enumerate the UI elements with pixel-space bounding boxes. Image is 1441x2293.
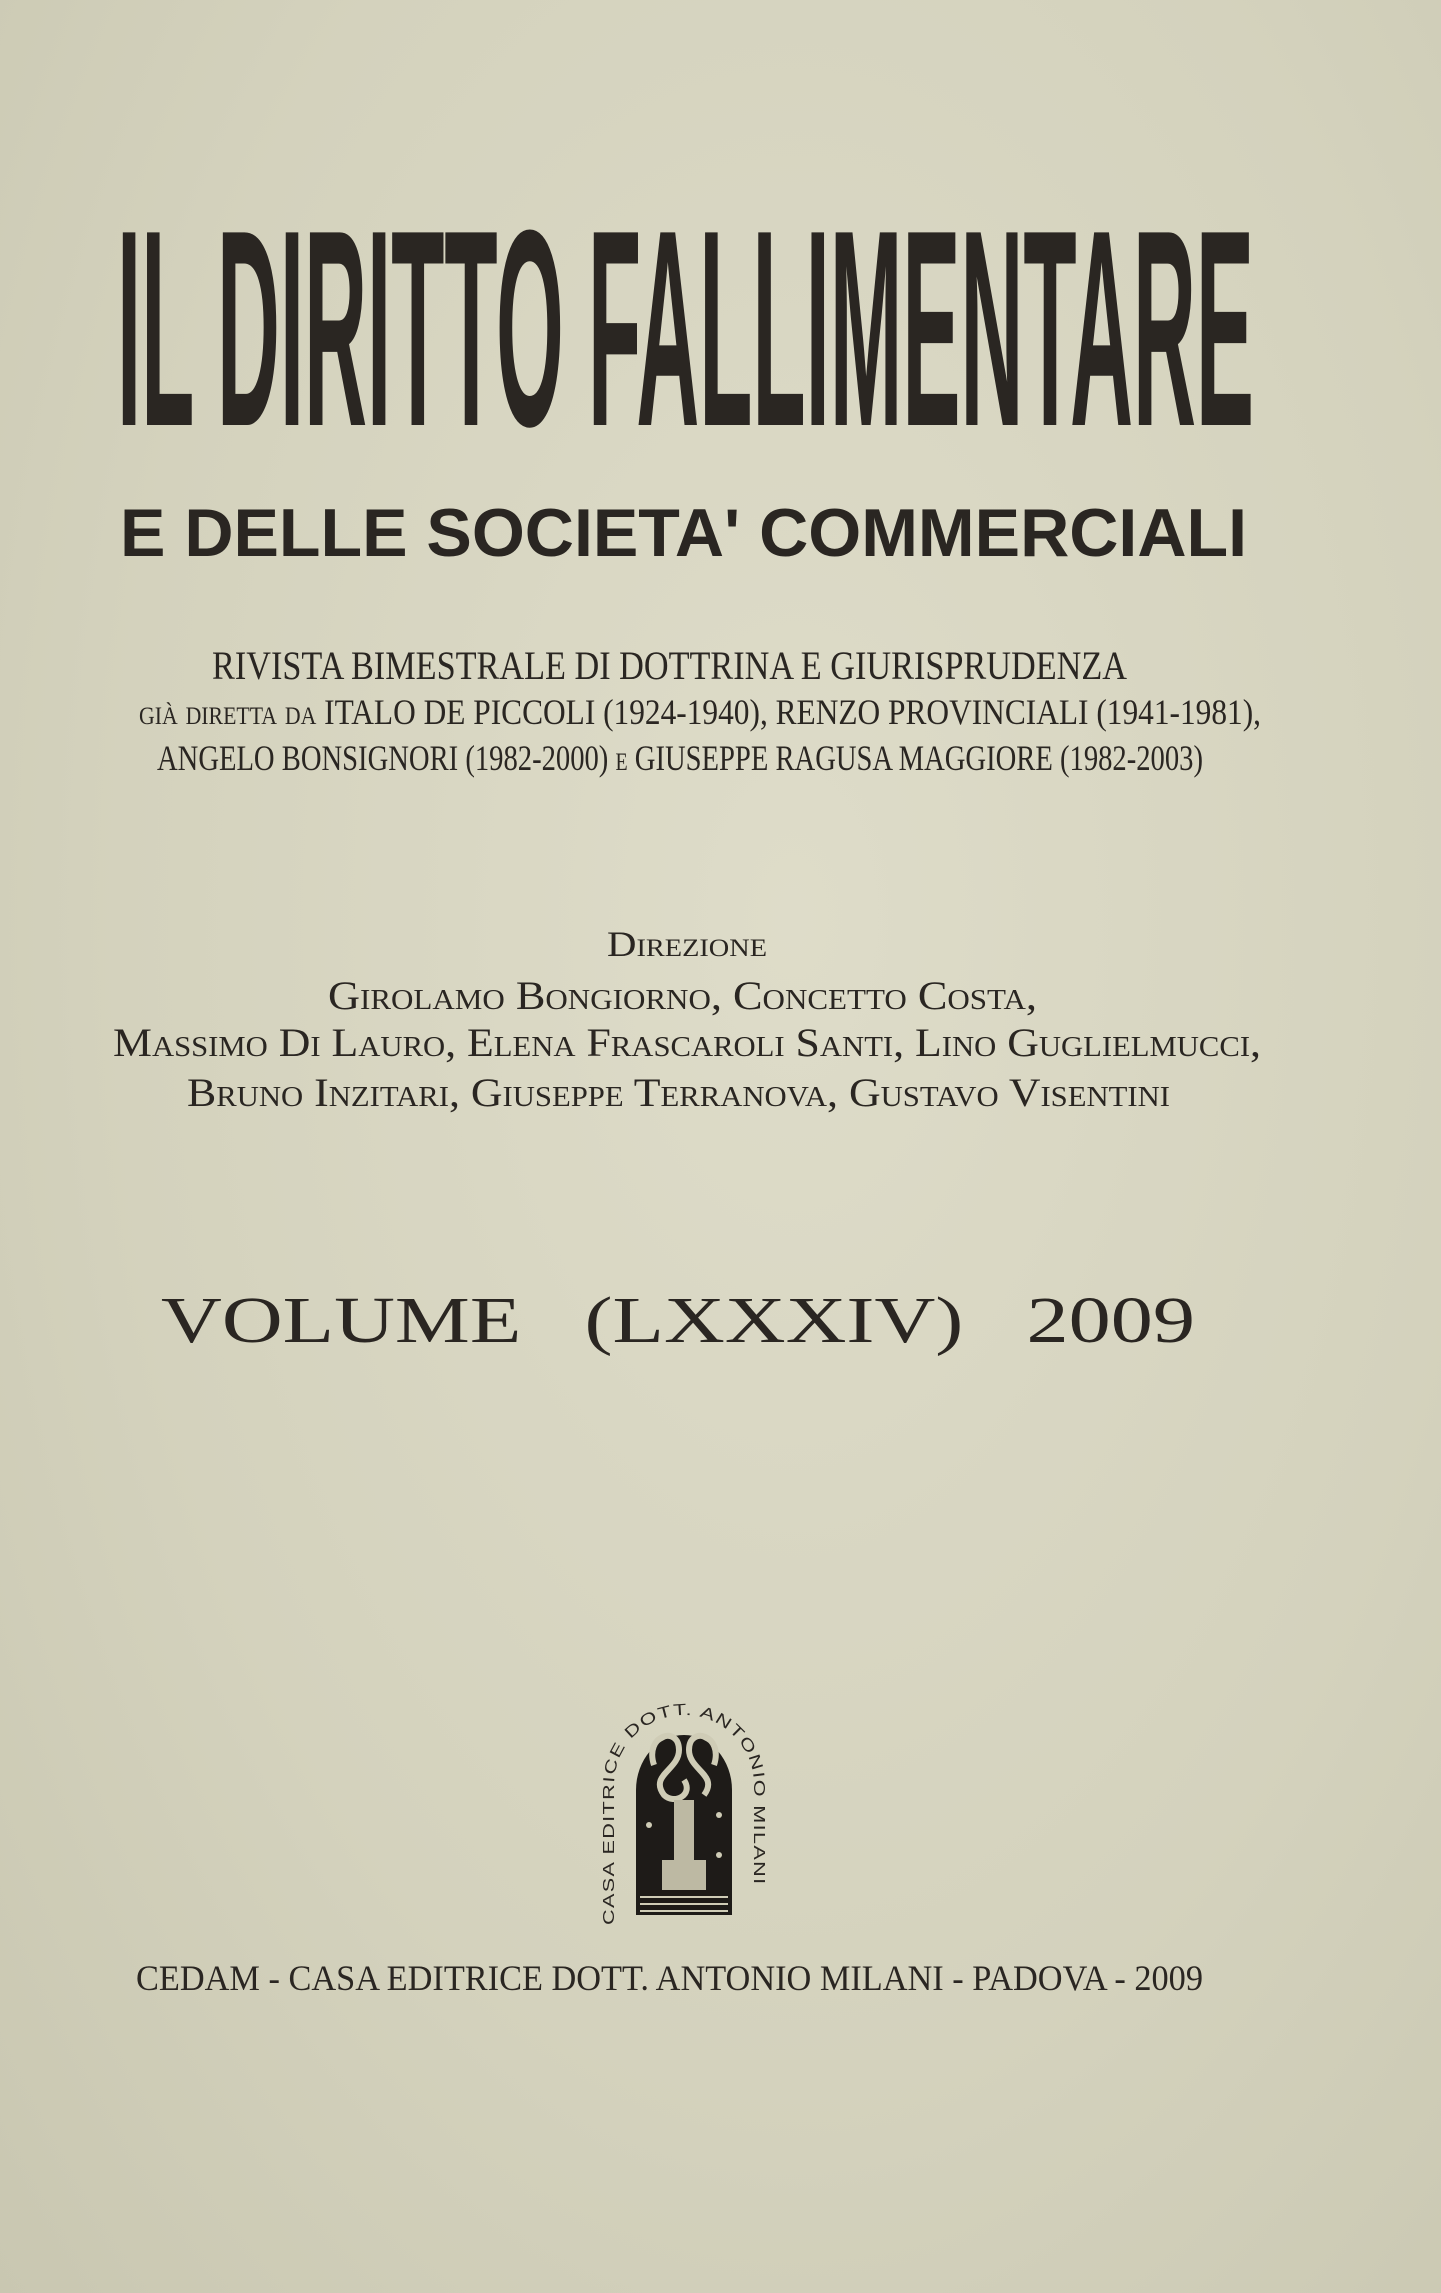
volume-label: VOLUME (LXXXIV) 2009 <box>161 1284 1195 1357</box>
journal-subtitle: E DELLE SOCIETA' COMMERCIALI <box>120 495 1247 571</box>
direction-heading: Direzione <box>607 924 767 964</box>
direction-names-3: Bruno Inzitari, Giuseppe Terranova, Gustavo Visentini <box>187 1070 1170 1115</box>
logo-text: CASA EDITRICE DOTT. ANTONIO MILANI <box>600 1701 767 1925</box>
publisher-logo <box>601 1702 767 1925</box>
description-line-1: RIVISTA BIMESTRALE DI DOTTRINA E GIURISPRUDENZA <box>212 643 1128 688</box>
description-line-3: ANGELO BONSIGNORI (1982-2000) e GIUSEPPE RAGUSA MAGGIORE (1982-2003) <box>157 738 1203 778</box>
journal-title: IL DIRITTO FALLIMENTARE <box>117 173 1254 485</box>
description-line-2: già diretta da ITALO DE PICCOLI (1924-1940), RENZO PROVINCIALI (1941-1981), <box>139 692 1261 732</box>
publisher-line: CEDAM - CASA EDITRICE DOTT. ANTONIO MILANI - PADOVA - 2009 <box>136 1958 1203 1998</box>
direction-names-2: Massimo Di Lauro, Elena Frascaroli Santi, Lino Guglielmucci, <box>113 1020 1261 1065</box>
direction-names-1: Girolamo Bongiorno, Concetto Costa, <box>328 973 1037 1018</box>
